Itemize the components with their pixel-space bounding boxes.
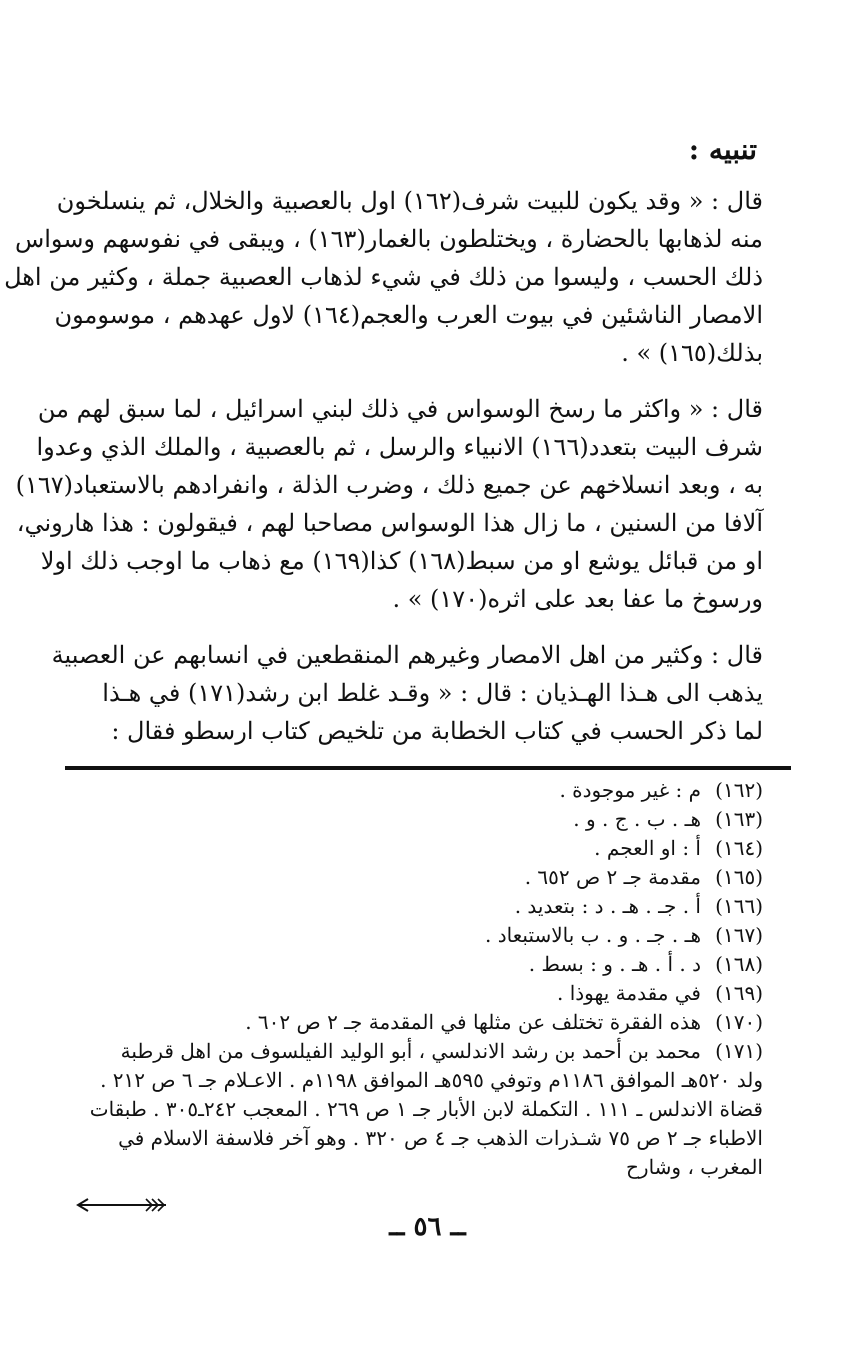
footnote-number: (١٦٥): [715, 865, 763, 889]
text-line: آلافا من السنين ، ما زال هذا الوسواس مصاحبا لهم ، فيقولون : هذا هاروني،: [16, 509, 763, 537]
paragraph: [51, 636, 763, 750]
footnote-continuation-line: ٢٦٩ . المعجب ٢٤٢ـ٣٠٥ . طبقات الاطباء جـ ٢ ص ٧٥ شـذرات: [89, 1097, 763, 1150]
paragraph: [4, 182, 763, 372]
footnote-continuation-line: ولد ٥٢٠هـ الموافق ١١٨٦م وتوفي ٥٩٥هـ الموافق ١١٩٨م . الاعـلام: [223, 1068, 763, 1092]
text-line: يذهب الى هـذا الهـذيان : قال : « وقـد غلط ابن رشد(١٧١) في هـذا: [102, 679, 763, 707]
footnote-text: د . أ . هـ . و : بسط .: [528, 952, 701, 976]
footnote-text: أ : او العجم .: [594, 836, 701, 860]
text-line: ورسوخ ما عفا بعد على اثره(١٧٠) » .: [392, 585, 763, 613]
text-line: لما ذكر الحسب في كتاب الخطابة من تلخيص كتاب ارسطو فقال :: [111, 717, 763, 745]
text-line: ذلك الحسب ، وليسوا من ذلك في شيء لذهاب العصبية جملة ، وكثير من اهل: [4, 263, 763, 291]
footnote-continuation-line: جـ ٦ ص ٢١٢ . قضاة الاندلس ـ ١١١ . التكملة لابن الأبار جـ ١ ص: [100, 1068, 763, 1121]
footnote-separator: [65, 766, 791, 770]
footnote: [63, 892, 763, 921]
text-line: منه لذهابها بالحضارة ، ويختلطون بالغمار(١٦٣) ، ويبقى في نفوسهم وسواس: [14, 225, 763, 253]
footnote-text: هـ . ب . ج . و .: [573, 807, 701, 831]
footnote-text: مقدمة جـ ٢ ص ٦٥٢ .: [524, 865, 701, 889]
footnote-number: (١٦٧): [715, 923, 763, 947]
footnote-text: أ . جـ . هـ . د : بتعديد .: [514, 894, 701, 918]
footnote-number: (١٦٨): [715, 952, 763, 976]
footnote-number: (١٦٢): [715, 778, 763, 802]
footnote: [63, 805, 763, 834]
main-text: [4, 182, 763, 768]
footnote: [63, 950, 763, 979]
footnote-number: (١٦٩): [715, 981, 763, 1005]
text-line: قال : وكثير من اهل الامصار وغيرهم المنقطعين في انسابهم عن العصبية: [51, 641, 763, 669]
footnote-number: (١٧٠): [715, 1010, 763, 1034]
footnote-text: هذه الفقرة تختلف عن مثلها في المقدمة جـ ٢ ص ٦٠٢ .: [245, 1010, 701, 1034]
text-line: به ، وبعد انسلاخهم عن جميع ذلك ، وضرب الذلة ، وانفرادهم بالاستعباد(١٦٧): [15, 471, 763, 499]
footnote: [63, 979, 763, 1008]
footnote: [63, 776, 763, 805]
footnote: [63, 1008, 763, 1037]
footnote-continuation-line: الذهب جـ ٤ ص ٣٢٠ . وهو آخر فلاسفة الاسلام في المغرب ، وشارح: [118, 1126, 763, 1179]
footnotes: [63, 776, 763, 1182]
footnote: [63, 834, 763, 863]
footnote-number: (١٦٣): [715, 807, 763, 831]
paragraph: [15, 390, 763, 618]
footnote-number: (١٦٤): [715, 836, 763, 860]
section-heading: تنبيه :: [688, 133, 757, 166]
footnote-text: محمد بن أحمد بن رشد الاندلسي ، أبو الوليد الفيلسوف من اهل قرطبة: [120, 1039, 701, 1063]
footnote: [63, 863, 763, 892]
footnote: [63, 1037, 763, 1066]
footnote-text: هـ . جـ . و . ب بالاستبعاد .: [485, 923, 701, 947]
text-line: بذلك(١٦٥) » .: [621, 339, 763, 367]
text-line: قال : « واكثر ما رسخ الوسواس في ذلك لبني اسرائيل ، لما سبق لهم من: [37, 395, 763, 423]
footnote-number: (١٧١): [715, 1039, 763, 1063]
footnote-number: (١٦٦): [715, 894, 763, 918]
page-number: ــ ٥٦ ــ: [389, 1212, 466, 1242]
text-line: قال : « وقد يكون للبيت شرف(١٦٢) اول بالعصبية والخلال، ثم ينسلخون: [56, 187, 763, 215]
continuation-arrow-icon: [74, 1197, 169, 1213]
text-line: شرف البيت بتعدد(١٦٦) الانبياء والرسل ، ثم بالعصبية ، والملك الذي وعدوا: [36, 433, 763, 461]
footnote: [63, 921, 763, 950]
footnote-text: م : غير موجودة .: [559, 778, 701, 802]
text-line: الامصار الناشئين في بيوت العرب والعجم(١٦٤) لاول عهدهم ، موسومون: [54, 301, 763, 329]
text-line: او من قبائل يوشع او من سبط(١٦٨) كذا(١٦٩) مع ذهاب ما اوجب ذلك اولا: [40, 547, 763, 575]
footnote-text: في مقدمة يهوذا .: [556, 981, 701, 1005]
